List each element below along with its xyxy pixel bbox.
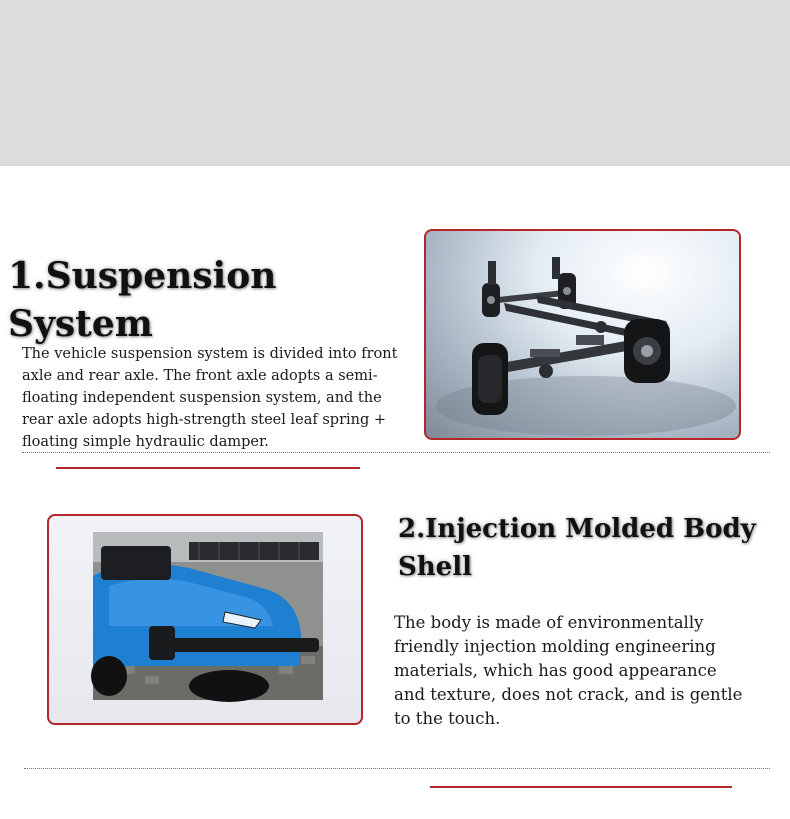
section-1-description: The vehicle suspension system is divided into front axle and rear axle. The front axle adopts a semi- floating independent suspension system, and the rear axle adopts high-strength steel leaf spring + floating simple hydraulic damper.: [22, 346, 398, 450]
section-2-accent-line: [430, 786, 732, 788]
top-banner: [0, 0, 790, 166]
section-2-description: The body is made of environmentally friendly injection molding engineering materials, which has good appearance and texture, does not crack, and is gentle to the touch.: [394, 613, 743, 728]
section-1-accent-line: [56, 467, 360, 469]
section-1-divider: [22, 452, 770, 453]
section-2-divider: [24, 768, 770, 769]
body-shell-image-frame: [47, 514, 363, 725]
section-2-title: 2.Injection Molded Body Shell: [398, 514, 756, 582]
section-1-title: 1.Suspension System: [8, 255, 277, 345]
suspension-chassis-image: [424, 229, 741, 440]
